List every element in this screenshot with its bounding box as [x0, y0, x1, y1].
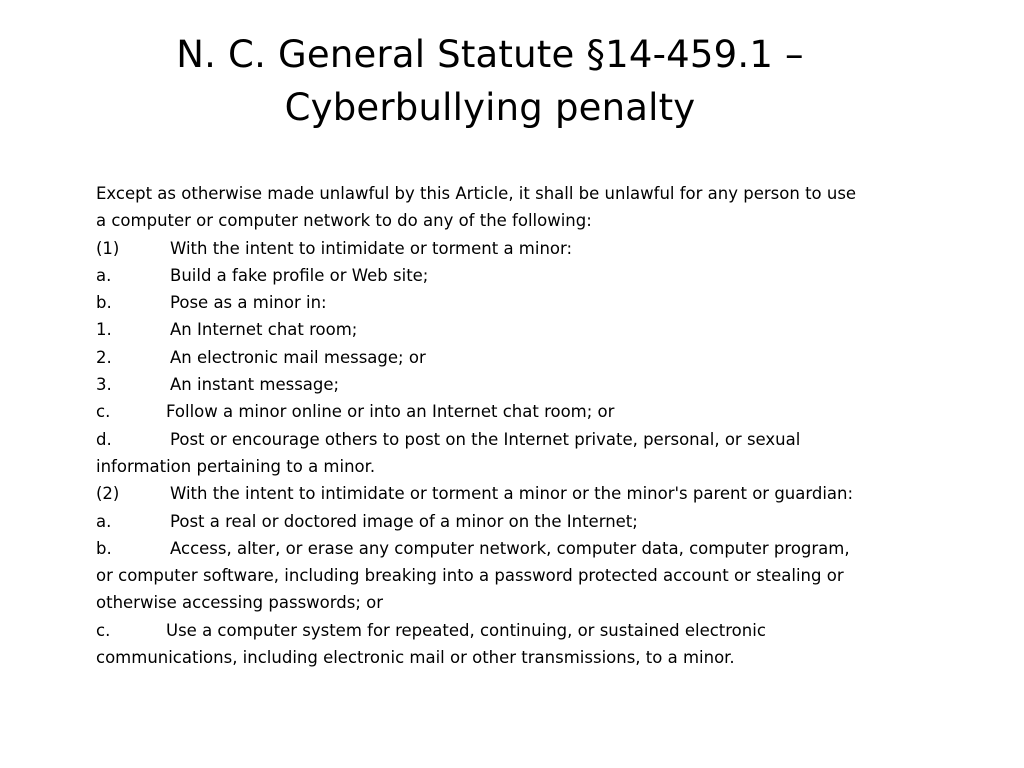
item-continuation: otherwise accessing passwords; or	[96, 593, 384, 613]
item-marker: 2.	[96, 347, 112, 367]
item-marker: b.	[96, 293, 112, 313]
item-text: With the intent to intimidate or torment a minor or the minor's parent or guardian:	[170, 484, 854, 504]
list-item	[96, 289, 956, 316]
item-marker: (1)	[96, 238, 120, 258]
item-text: Pose as a minor in:	[170, 293, 327, 313]
list-item	[96, 426, 956, 453]
intro-line-1: Except as otherwise made unlawful by this Article, it shall be unlawful for any person to use	[96, 184, 857, 203]
slide-title-line-1: N. C. General Statute §14-459.1 –	[176, 33, 804, 76]
item-continuation: communications, including electronic mail or other transmissions, to a minor.	[96, 648, 735, 668]
list-item	[96, 480, 956, 507]
item-text: An Internet chat room;	[170, 320, 358, 340]
item-continuation: or computer software, including breaking into a password protected account or stealing or	[96, 566, 844, 586]
list-item	[96, 535, 956, 562]
item-marker: (2)	[96, 484, 120, 504]
list-item	[96, 316, 956, 343]
item-marker: 3.	[96, 375, 112, 395]
item-marker: c.	[96, 402, 111, 422]
item-continuation: information pertaining to a minor.	[96, 456, 376, 476]
intro-line-2: a computer or computer network to do any of the following:	[96, 211, 592, 231]
item-marker: 1.	[96, 320, 112, 340]
list-item	[96, 398, 956, 425]
slide-title-line-2: Cyberbullying penalty	[284, 86, 696, 129]
item-marker: c.	[96, 620, 111, 640]
item-marker: d.	[96, 429, 112, 449]
item-text: An electronic mail message; or	[170, 347, 426, 367]
item-marker: a.	[96, 511, 112, 531]
item-marker: b.	[96, 538, 112, 558]
item-text: Use a computer system for repeated, continuing, or sustained electronic	[166, 620, 766, 640]
item-text: An instant message;	[170, 375, 340, 395]
item-text: Access, alter, or erase any computer network, computer data, computer program,	[170, 538, 850, 558]
slide-title	[140, 28, 840, 134]
list-item	[96, 508, 956, 535]
list-item	[96, 344, 956, 371]
list-item	[96, 235, 956, 262]
item-text: Build a fake profile or Web site;	[170, 265, 429, 285]
list-item	[96, 371, 956, 398]
item-text: Post a real or doctored image of a minor on the Internet;	[170, 511, 638, 531]
statute-text	[96, 180, 956, 671]
item-text: With the intent to intimidate or torment a minor:	[170, 238, 573, 258]
item-text: Follow a minor online or into an Internet chat room; or	[166, 402, 615, 422]
list-item	[96, 262, 956, 289]
list-item	[96, 617, 956, 644]
item-marker: a.	[96, 265, 112, 285]
item-text: Post or encourage others to post on the Internet private, personal, or sexual	[170, 429, 801, 449]
